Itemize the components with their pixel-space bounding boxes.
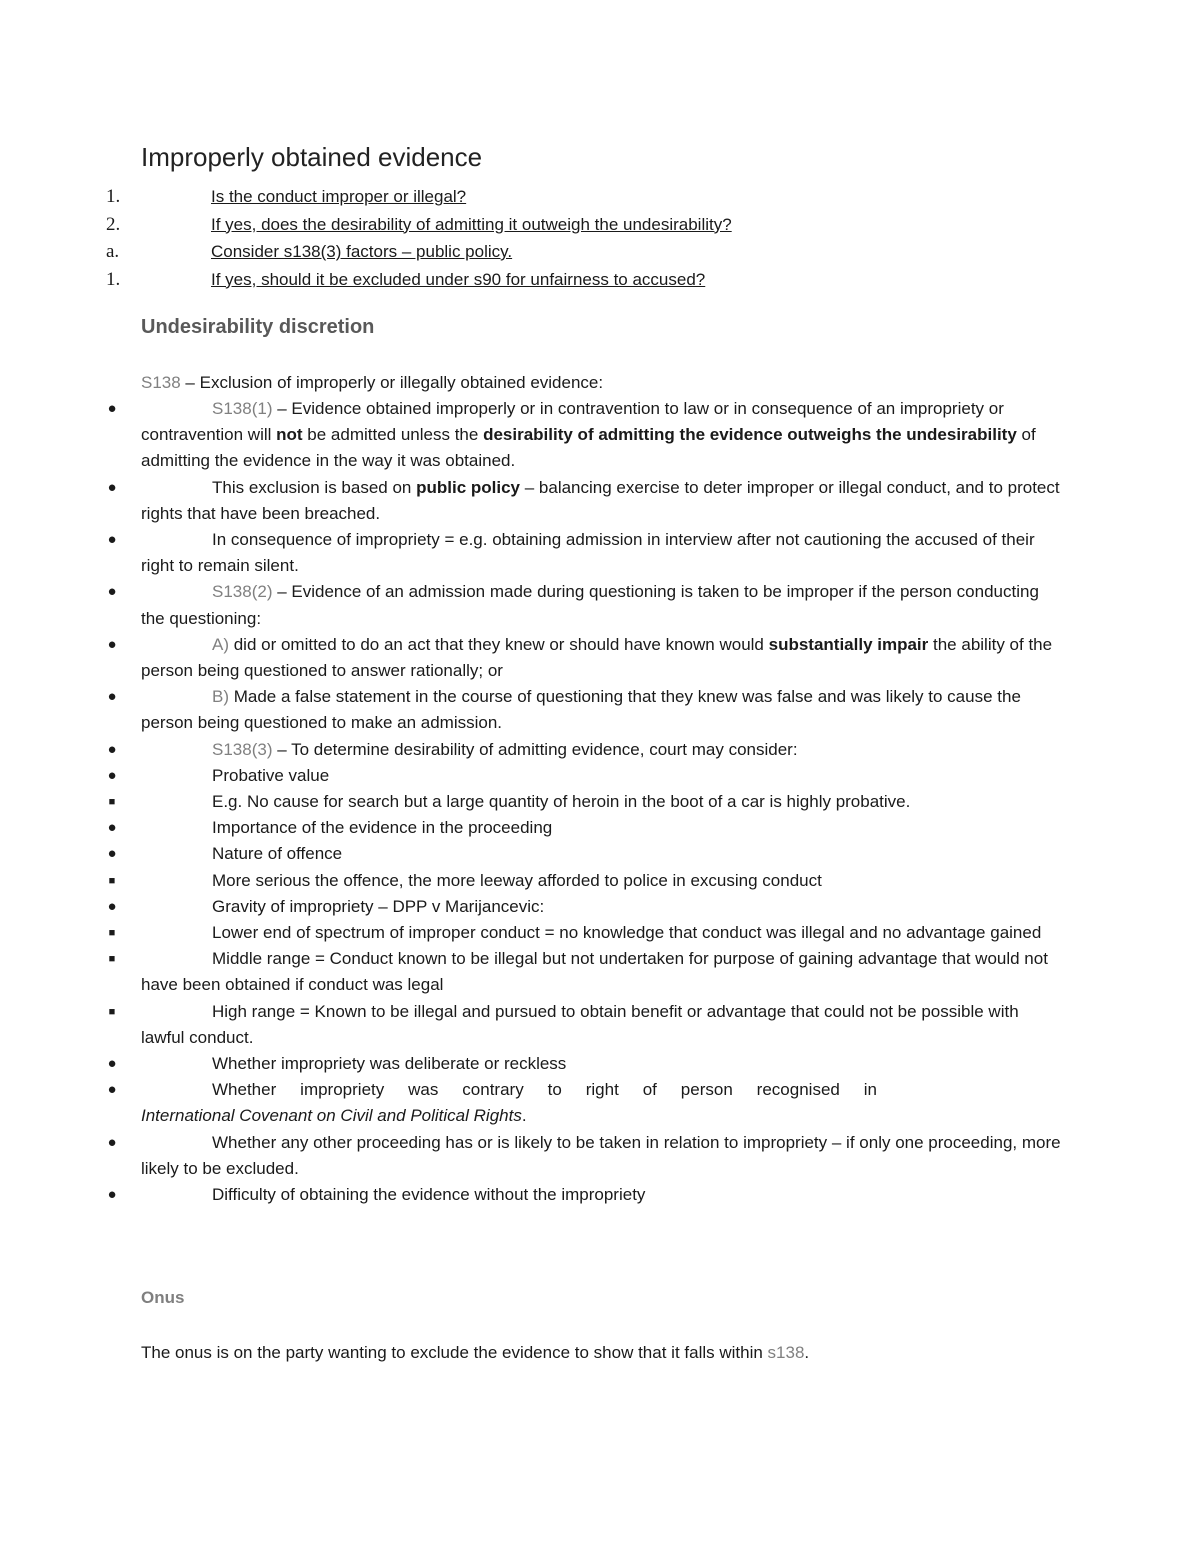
section-heading: Undesirability discretion — [141, 316, 375, 338]
item-text: – To determine desirability of admitting evidence, court may consider: — [272, 739, 798, 759]
section-ref: S138(1) — [212, 399, 273, 418]
section-ref: s138 — [767, 1343, 805, 1362]
bold-text: substantially impair — [768, 634, 929, 654]
item-text: E.g. No cause for search but a large quantity of heroin in the boot of a car is highly probative. — [212, 792, 911, 812]
italic-text: International Covenant on Civil and Political Rights — [141, 1106, 522, 1126]
item-text: High range = Known to be illegal and pursued to obtain benefit or advantage that could not be possible with lawful conduct. — [141, 1001, 1019, 1047]
square-bullet-icon: ■ — [108, 1005, 116, 1018]
bullet-icon: ● — [107, 688, 117, 706]
bullet-icon: ● — [107, 583, 117, 601]
item-text: the ability of the person being questioned to answer rationally; or — [141, 634, 1053, 681]
bullet-icon: ● — [107, 635, 117, 653]
item-text: Lower end of spectrum of improper conduct = no knowledge that conduct was illegal and no advantage gained — [212, 923, 1042, 943]
list-item — [108, 789, 1061, 815]
list-item — [107, 763, 1061, 789]
item-text: Probative value — [212, 765, 330, 785]
bullet-icon: ● — [107, 845, 117, 863]
list-item — [108, 999, 1061, 1051]
item-text: Whether any other proceeding has or is likely to be taken in relation to impropriety – if only one proceeding, more likely to be excluded. — [141, 1132, 1061, 1178]
onus-text: The onus is on the party wanting to exclude the evidence to show that it falls within — [141, 1343, 768, 1362]
square-bullet-icon: ■ — [108, 953, 116, 966]
square-bullet-icon: ■ — [108, 927, 116, 940]
step-item — [106, 238, 1006, 266]
item-text: . — [521, 1106, 527, 1126]
square-bullet-icon: ■ — [108, 796, 116, 809]
step-text: Is the conduct improper or illegal? — [211, 187, 467, 206]
step-marker: 1. — [106, 186, 121, 207]
steps-list — [106, 183, 1006, 293]
onus-paragraph — [141, 1340, 809, 1366]
step-marker: a. — [106, 241, 120, 262]
item-text: Difficulty of obtaining the evidence without the impropriety — [212, 1185, 646, 1205]
list-item — [107, 1130, 1061, 1182]
item-text: of admitting the evidence in the way it was obtained. — [141, 425, 1036, 471]
item-text: – Evidence obtained improperly or in contravention to law or in consequence of an impropriety or contravention will — [141, 399, 1004, 445]
step-text: If yes, does the desirability of admitting it outweigh the undesirability? — [211, 214, 732, 234]
intro-line — [141, 370, 603, 396]
bullet-icon: ● — [107, 400, 117, 417]
item-text: This exclusion is based on — [212, 477, 417, 497]
list-item — [107, 1077, 1061, 1129]
item-text: did or omitted to do an act that they knew or should have known would — [229, 634, 769, 654]
item-text: be admitted unless the — [302, 425, 484, 445]
list-item — [107, 815, 1061, 841]
list-item — [107, 527, 1061, 579]
bullet-icon: ● — [107, 531, 117, 549]
list-item — [108, 868, 1061, 894]
item-text: In consequence of impropriety = e.g. obtaining admission in interview after not cautioning the accused of their right to remain silent. — [141, 530, 1035, 576]
item-text: More serious the offence, the more leeway afforded to police in excusing conduct — [212, 870, 822, 890]
section-ref: S138(3) — [212, 739, 273, 759]
item-text: Nature of offence — [212, 844, 343, 864]
bullet-icon: ● — [107, 1055, 117, 1073]
bullet-icon: ● — [107, 897, 117, 915]
square-bullet-icon: ■ — [108, 874, 116, 887]
step-marker: 2. — [106, 213, 121, 235]
item-text: Importance of the evidence in the proceeding — [212, 818, 553, 838]
list-item — [108, 920, 1061, 946]
onus-text: . — [804, 1343, 810, 1362]
step-marker: 1. — [106, 268, 121, 290]
item-text: Middle range = Conduct known to be illegal but not undertaken for purpose of gaining advantage that would not have been obtained if conduct was legal — [141, 949, 1048, 995]
section-ref: B) — [212, 687, 229, 707]
item-text: Gravity of impropriety – DPP v Marijancevic: — [212, 896, 545, 916]
item-text: Whether impropriety was deliberate or reckless — [212, 1054, 567, 1074]
list-item — [107, 737, 1061, 763]
bullet-icon: ● — [107, 766, 117, 784]
bullet-icon: ● — [107, 740, 117, 758]
item-text: Whether impropriety was contrary to right of person recognised in — [212, 1080, 877, 1100]
list-item — [107, 579, 1061, 631]
section-ref: S138(2) — [212, 582, 273, 602]
item-text: – Evidence of an admission made during questioning is taken to be improper if the person conducting the questioning: — [141, 582, 1039, 628]
bold-text: public policy — [416, 477, 521, 497]
section-ref: S138 — [141, 373, 181, 392]
list-item — [107, 475, 1061, 527]
section-ref: A) — [212, 634, 229, 654]
list-item — [107, 1182, 1061, 1208]
list-item — [107, 396, 1061, 475]
list-item — [108, 946, 1061, 998]
list-item — [107, 632, 1061, 684]
step-item — [106, 183, 1006, 211]
bullet-icon: ● — [107, 819, 117, 837]
step-text: Consider s138(3) factors – public policy. — [211, 242, 513, 261]
bullet-icon: ● — [107, 1186, 117, 1204]
bold-text: not — [276, 425, 303, 445]
item-text: – balancing exercise to deter improper or illegal conduct, and to protect rights that have been breached. — [141, 477, 1060, 523]
intro-text: – Exclusion of improperly or illegally obtained evidence: — [180, 373, 604, 392]
list-item — [107, 841, 1061, 867]
onus-heading: Onus — [141, 1288, 185, 1307]
list-item — [107, 684, 1061, 736]
list-item — [107, 1051, 1061, 1077]
step-text: If yes, should it be excluded under s90 for unfairness to accused? — [211, 269, 706, 289]
bullet-icon: ● — [107, 478, 117, 496]
bullet-icon: ● — [107, 1133, 117, 1151]
step-item — [106, 266, 1006, 294]
bullet-icon: ● — [107, 1081, 117, 1099]
page-title: Improperly obtained evidence — [141, 142, 483, 172]
step-item — [106, 211, 1006, 239]
list-item — [107, 894, 1061, 920]
item-text: Made a false statement in the course of questioning that they knew was false and was likely to cause the person being questioned to make an admission. — [141, 687, 1021, 733]
bold-text: desirability of admitting the evidence outweighs the undesirability — [483, 425, 1017, 445]
bullet-list — [107, 396, 1061, 1208]
